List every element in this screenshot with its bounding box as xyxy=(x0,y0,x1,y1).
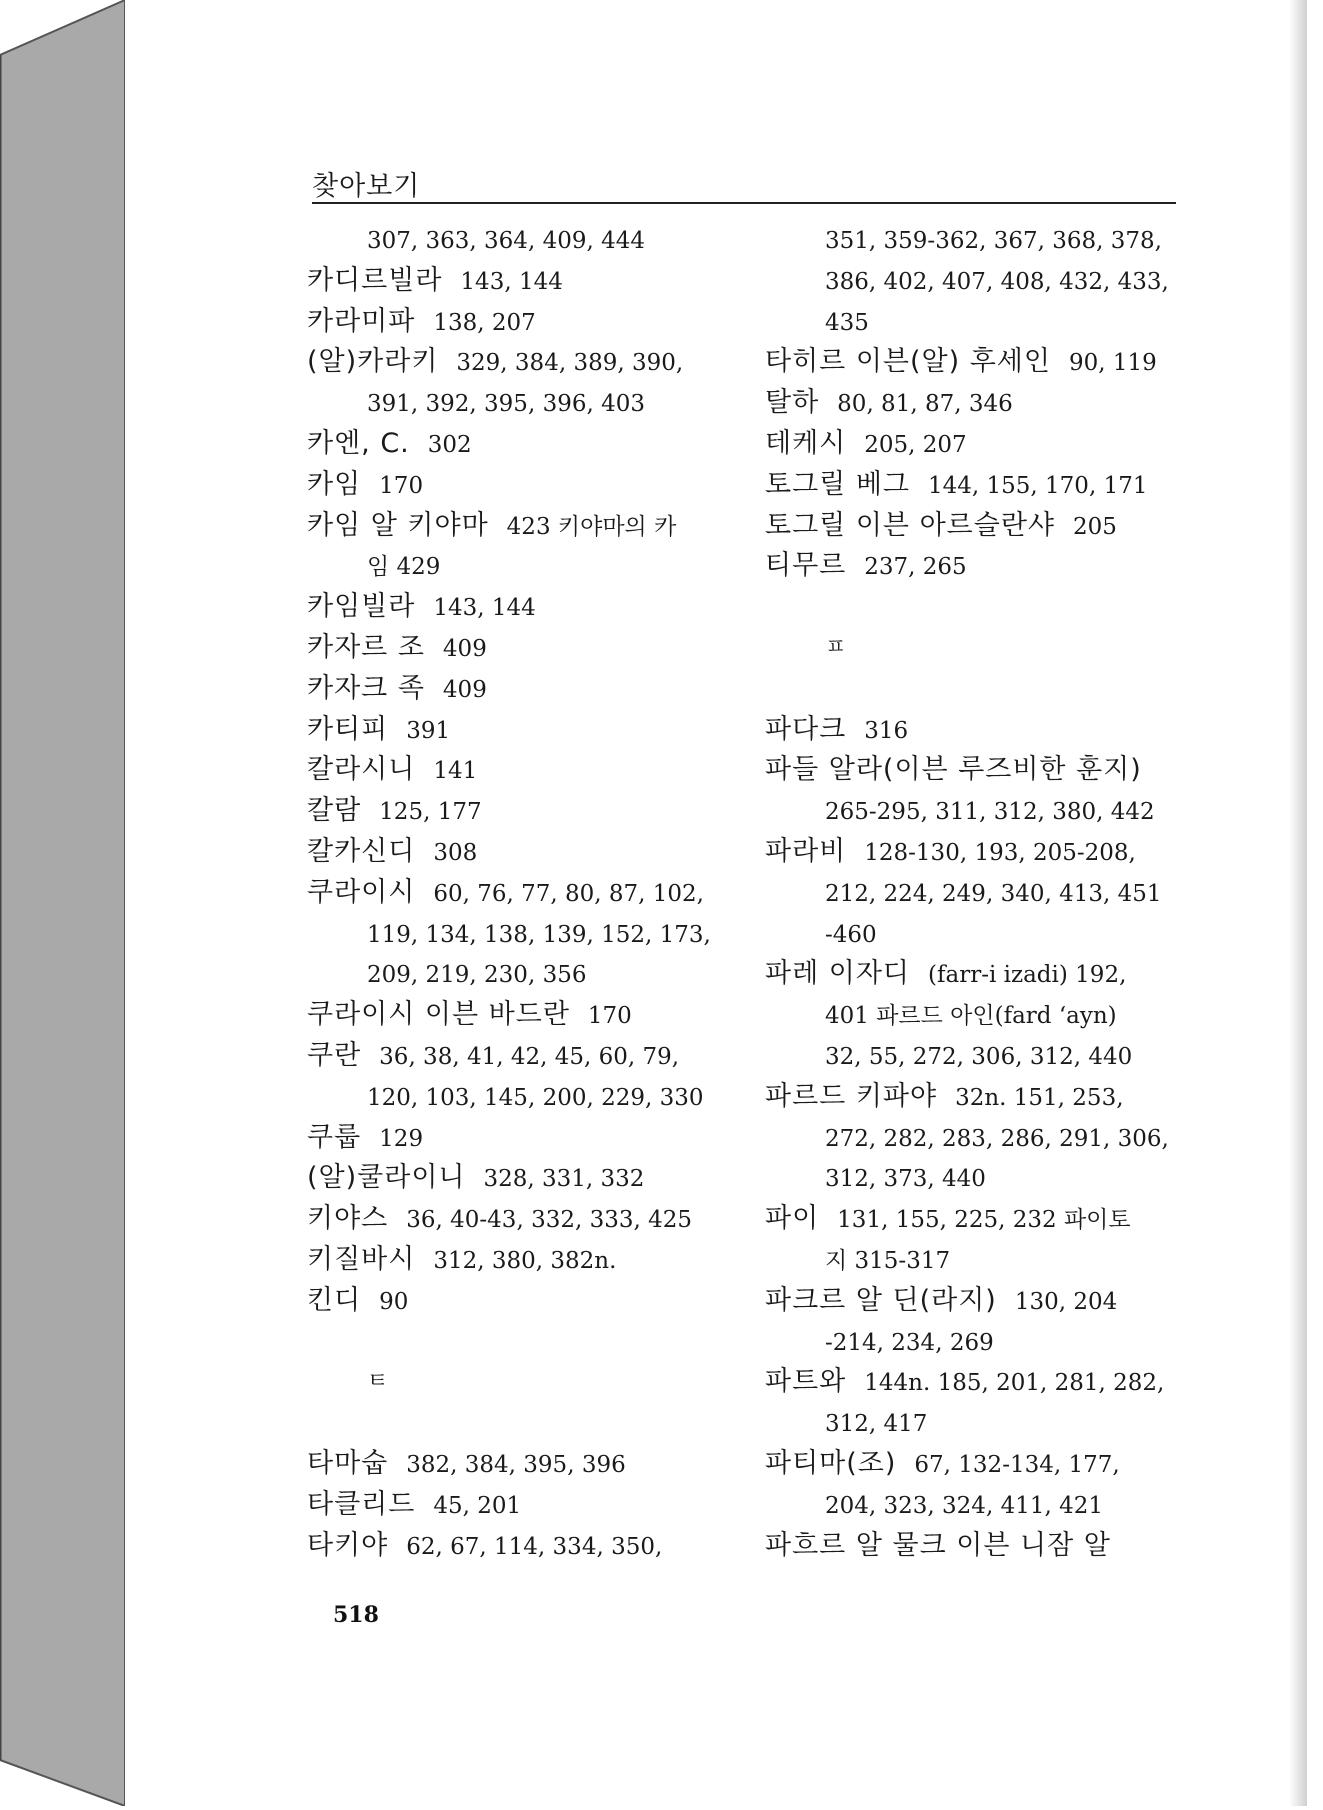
index-term: 칼카신디 xyxy=(307,835,416,867)
page-edge-shadow xyxy=(1289,0,1307,1806)
index-page-refs: 435 xyxy=(825,309,869,336)
index-page-refs: 205 xyxy=(1073,513,1117,540)
index-term: 킨디 xyxy=(307,1284,362,1316)
index-continuation xyxy=(307,914,727,955)
index-page-refs: 265-295, 311, 312, 380, 442 xyxy=(825,799,1155,826)
index-continuation xyxy=(307,954,727,995)
index-entry xyxy=(307,832,727,873)
index-entry xyxy=(765,750,1185,791)
index-entry xyxy=(307,791,727,832)
index-term: 탈하 xyxy=(765,387,820,419)
index-entry xyxy=(307,1118,727,1159)
section-letter-heading: ㅌ xyxy=(367,1369,389,1395)
index-continuation xyxy=(765,995,1185,1036)
index-column-right xyxy=(765,220,1185,1566)
index-page-refs: 351, 359-362, 367, 368, 378, xyxy=(825,228,1162,254)
index-page-refs: 90, 119 xyxy=(1068,350,1157,377)
index-page-refs: 312, 417 xyxy=(825,1411,928,1438)
index-term: 파다크 xyxy=(765,713,847,745)
index-page-refs: 141 xyxy=(433,758,478,785)
blank-line xyxy=(765,669,1185,710)
header-rule xyxy=(312,202,1176,204)
index-term: 카라미파 xyxy=(307,305,416,337)
index-term: 카임 xyxy=(307,468,362,500)
index-entry xyxy=(307,1036,727,1077)
index-page-refs: 32, 55, 272, 306, 312, 440 xyxy=(825,1043,1133,1070)
index-entry xyxy=(765,832,1185,873)
index-entry xyxy=(307,465,727,506)
index-page-refs: 409 xyxy=(442,635,487,662)
index-column-left xyxy=(307,220,727,1566)
index-term: 칼라시니 xyxy=(307,754,416,786)
index-entry xyxy=(307,1281,727,1322)
index-entry xyxy=(765,465,1185,506)
index-term: 쿠라이시 xyxy=(307,876,416,908)
index-page-refs: 80, 81, 87, 346 xyxy=(837,391,1013,418)
index-term: 토그릴 이븐 아르슬란샤 xyxy=(765,509,1055,541)
index-entry xyxy=(765,710,1185,751)
page-number: 518 xyxy=(333,1602,379,1628)
index-continuation xyxy=(765,1403,1185,1444)
index-page-refs: 지 315-317 xyxy=(825,1247,951,1274)
index-term: 쿠란 xyxy=(307,1039,362,1071)
index-term: 카임빌라 xyxy=(307,591,416,623)
index-entry xyxy=(765,1362,1185,1403)
index-term: 파들 알라(이븐 루즈비한 훈지) xyxy=(765,754,1142,786)
index-entry xyxy=(307,1199,727,1240)
index-page-refs: 237, 265 xyxy=(864,554,967,581)
index-term: 카티피 xyxy=(307,713,389,745)
index-page-refs: 302 xyxy=(427,431,472,458)
index-term: 쿠룹 xyxy=(307,1121,362,1153)
index-entry xyxy=(765,1281,1185,1322)
index-entry xyxy=(765,506,1185,547)
index-page-refs: 170 xyxy=(379,472,424,499)
index-page-refs: -214, 234, 269 xyxy=(825,1329,994,1356)
index-term: 파흐르 알 물크 이븐 니잠 알 xyxy=(765,1529,1111,1561)
index-page-refs: 308 xyxy=(433,839,478,866)
index-page-refs: 130, 204 xyxy=(1014,1288,1118,1315)
index-page-refs: 129 xyxy=(379,1125,424,1152)
index-page-refs: 45, 201 xyxy=(433,1492,522,1519)
index-term: 티무르 xyxy=(765,550,847,582)
index-page-refs: 131, 155, 225, 232 파이토 xyxy=(837,1207,1131,1234)
index-term: 카디르빌라 xyxy=(307,264,443,296)
index-continuation xyxy=(307,220,727,261)
index-continuation xyxy=(765,302,1185,343)
index-page-refs: -460 xyxy=(825,921,877,948)
index-entry xyxy=(307,1158,727,1199)
index-entry xyxy=(765,954,1185,995)
index-entry xyxy=(307,302,727,343)
index-entry xyxy=(307,995,727,1036)
index-entry xyxy=(765,424,1185,465)
index-term: (알)쿨라이니 xyxy=(307,1162,466,1194)
index-continuation xyxy=(765,1485,1185,1526)
index-page-refs: 386, 402, 407, 408, 432, 433, xyxy=(825,268,1169,295)
index-page-refs: 67, 132-134, 177, xyxy=(914,1451,1120,1478)
index-entry xyxy=(307,669,727,710)
index-page-refs: 212, 224, 249, 340, 413, 451 xyxy=(825,880,1162,907)
index-page-refs: 143, 144 xyxy=(433,595,536,622)
index-term: 타클리드 xyxy=(307,1488,416,1520)
index-page-refs: 328, 331, 332 xyxy=(483,1166,645,1193)
index-term: 파라비 xyxy=(765,835,847,867)
index-term: 카자르 조 xyxy=(307,631,425,663)
blank-line xyxy=(307,1322,727,1363)
index-entry xyxy=(307,710,727,751)
index-continuation xyxy=(307,1077,727,1118)
index-page-refs: 144, 155, 170, 171 xyxy=(928,472,1148,499)
index-page-refs: 312, 373, 440 xyxy=(825,1166,986,1193)
index-term: (알)카라키 xyxy=(307,346,439,378)
index-page-refs: 391 xyxy=(406,717,451,744)
section-letter-heading: ㅍ xyxy=(825,634,847,660)
index-page-refs: 170 xyxy=(587,1003,632,1030)
index-page-refs: 307, 363, 364, 409, 444 xyxy=(367,228,645,254)
index-term: 테케시 xyxy=(765,427,847,459)
index-entry xyxy=(307,506,727,547)
index-page-refs: 125, 177 xyxy=(379,799,482,826)
index-entry xyxy=(765,1444,1185,1485)
index-term: 파크르 알 딘(라지) xyxy=(765,1284,997,1316)
index-term: 카임 알 키야마 xyxy=(307,509,489,541)
index-entry xyxy=(307,342,727,383)
index-continuation xyxy=(765,873,1185,914)
index-page-refs: 329, 384, 389, 390, xyxy=(456,350,684,377)
index-entry xyxy=(307,1526,727,1567)
index-page-refs: 312, 380, 382n. xyxy=(433,1247,617,1274)
index-page-refs: 143, 144 xyxy=(460,268,563,295)
index-page-refs: 382, 384, 395, 396 xyxy=(406,1451,626,1478)
index-page-refs: 205, 207 xyxy=(864,431,967,458)
index-page-refs: 138, 207 xyxy=(433,309,536,336)
index-entry xyxy=(765,546,1185,587)
index-entry xyxy=(307,587,727,628)
index-page-refs: 120, 103, 145, 200, 229, 330 xyxy=(367,1084,704,1111)
index-page-refs: 128-130, 193, 205-208, xyxy=(864,839,1136,866)
index-continuation xyxy=(765,1240,1185,1281)
index-term: 카자크 족 xyxy=(307,672,425,704)
index-entry xyxy=(307,628,727,669)
index-entry xyxy=(307,1240,727,1281)
index-page-refs: 209, 219, 230, 356 xyxy=(367,962,587,989)
index-term: 파레 이자디 xyxy=(765,958,910,990)
index-entry xyxy=(307,1444,727,1485)
index-entry xyxy=(307,261,727,302)
index-continuation xyxy=(765,1118,1185,1159)
index-continuation xyxy=(765,1158,1185,1199)
index-continuation xyxy=(765,220,1185,261)
index-page-refs: 204, 323, 324, 411, 421 xyxy=(825,1492,1103,1519)
index-term: 파르드 키파야 xyxy=(765,1080,938,1112)
index-page-refs: 272, 282, 283, 286, 291, 306, xyxy=(825,1125,1169,1152)
index-entry xyxy=(307,424,727,465)
index-term: 키질바시 xyxy=(307,1243,416,1275)
index-entry xyxy=(765,383,1185,424)
index-page-refs: (farr-i izadi) 192, xyxy=(928,962,1127,989)
index-continuation xyxy=(765,914,1185,955)
index-term: 키야스 xyxy=(307,1203,389,1235)
index-page-refs: 401 파르드 아인(fard ‘ayn) xyxy=(825,1003,1117,1030)
index-page-refs: 90 xyxy=(379,1288,409,1315)
index-term: 카엔, C. xyxy=(307,427,410,459)
index-page-refs: 144n. 185, 201, 281, 282, xyxy=(864,1370,1165,1397)
page-header-title: 찾아보기 xyxy=(312,171,421,202)
index-continuation xyxy=(765,1322,1185,1363)
index-continuation xyxy=(765,261,1185,302)
index-page-refs: 391, 392, 395, 396, 403 xyxy=(367,391,645,418)
index-page-refs: 36, 40-43, 332, 333, 425 xyxy=(406,1207,693,1234)
index-page-refs: 36, 38, 41, 42, 45, 60, 79, xyxy=(379,1043,680,1070)
index-term: 타히르 이븐(알) 후세인 xyxy=(765,346,1051,378)
index-page-refs: 423 키야마의 카 xyxy=(506,513,677,540)
index-entry xyxy=(765,1077,1185,1118)
index-continuation xyxy=(307,383,727,424)
index-term: 파트와 xyxy=(765,1366,847,1398)
index-continuation xyxy=(307,546,727,587)
index-entry xyxy=(307,750,727,791)
index-term: 쿠라이시 이븐 바드란 xyxy=(307,999,570,1031)
index-term: 토그릴 베그 xyxy=(765,468,910,500)
index-page-refs: 임 429 xyxy=(367,554,441,581)
index-page-refs: 60, 76, 77, 80, 87, 102, xyxy=(433,880,704,907)
index-page-refs: 409 xyxy=(442,676,487,703)
index-page-refs: 119, 134, 138, 139, 152, 173, xyxy=(367,921,711,948)
index-term: 타마숩 xyxy=(307,1447,389,1479)
index-entry xyxy=(765,1199,1185,1240)
index-continuation xyxy=(765,1036,1185,1077)
index-entry xyxy=(307,1485,727,1526)
index-page-refs: 32n. 151, 253, xyxy=(955,1084,1124,1111)
index-entry xyxy=(765,342,1185,383)
index-term: 타키야 xyxy=(307,1529,389,1561)
index-continuation xyxy=(765,791,1185,832)
index-page-refs: 316 xyxy=(864,717,909,744)
index-page-refs: 62, 67, 114, 334, 350, xyxy=(406,1533,663,1560)
index-term: 칼람 xyxy=(307,795,362,827)
index-entry xyxy=(765,1526,1185,1567)
index-term: 파티마(조) xyxy=(765,1447,897,1479)
index-entry xyxy=(307,873,727,914)
blank-line xyxy=(307,1403,727,1444)
index-term: 파이 xyxy=(765,1203,820,1235)
blank-line xyxy=(765,587,1185,628)
